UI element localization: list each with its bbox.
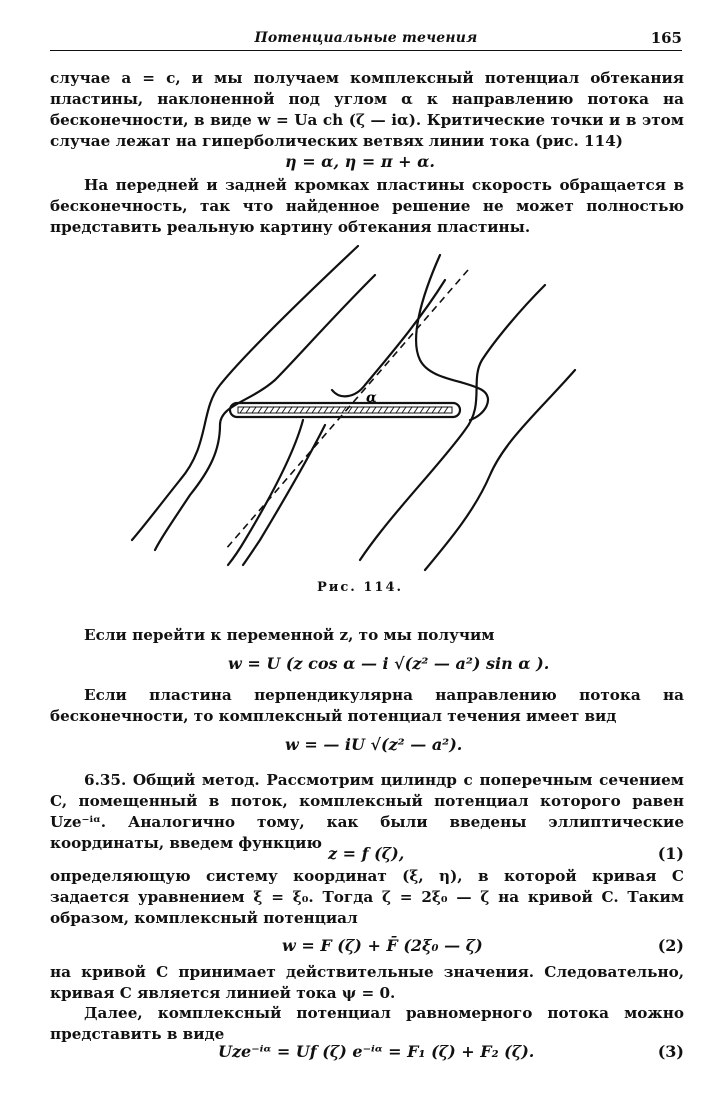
- streamline-lower-branch: [243, 425, 325, 565]
- figure-114-plate-flow: [120, 240, 580, 575]
- general-method-text: Рассмотрим цилиндр с поперечным сечением C, помещенный в поток, комплексный потенциал которого равен Uze⁻ⁱᵅ. Аналогично тому, как были введены эллиптические координаты, введем функцию: [50, 771, 684, 852]
- equation-streamlines: η = α, η = π + α.: [285, 152, 435, 171]
- paragraph-coordinate-system: определяющую систему координат (ξ, η), в которой кривая C задается уравнением ξ = ξ₀. Тогда ζ = 2ξ₀ — ζ на кривой C. Таким образом, комплексный потенциал: [50, 867, 684, 927]
- page-header: [50, 28, 682, 51]
- streamline-right-outer: [425, 370, 575, 570]
- paragraph-real-values: на кривой C принимает действительные значения. Следовательно, кривая C является линией тока ψ = 0.: [50, 963, 684, 1002]
- angle-alpha-label: α: [366, 390, 377, 406]
- streamline-right-upper: [360, 285, 545, 560]
- equation-3-number: (3): [657, 1042, 684, 1061]
- equation-2-number: (2): [657, 936, 684, 955]
- paragraph-edge-velocity: На передней и задней кромках пластины скорость обращается в бесконечность, так что найденное решение не может полностью представить реальную картину обтекания пластины.: [50, 176, 684, 236]
- section-heading-6-35: 6.35. Общий метод.: [84, 771, 260, 789]
- streamline-dividing-lower: [228, 420, 303, 565]
- equation-2: w = F (ζ) + F̄ (2ξ₀ — ζ): [282, 936, 483, 955]
- equation-perpendicular: w = — iU √(z² — a²).: [285, 735, 463, 754]
- equation-w-of-z: w = U (z cos α — i √(z² — a²) sin α ).: [228, 654, 550, 673]
- running-title: Потенциальные течения: [254, 30, 478, 46]
- equation-1-number: (1): [657, 844, 684, 863]
- page-number: 165: [650, 29, 682, 47]
- equation-1: z = f (ζ),: [328, 844, 405, 863]
- paragraph-variable-z: Если перейти к переменной z, то мы получим: [84, 626, 495, 644]
- paragraph-perpendicular-plate: Если пластина перпендикулярна направлению потока на бесконечности, то комплексный потенциал течения имеет вид: [50, 686, 684, 725]
- paragraph-plate-potential: случае a = c, и мы получаем комплексный потенциал обтекания пластины, наклоненной под углом α к направлению потока на бесконечности, в виде w = Ua ch (ζ — iα). Критические точки и в этом случае лежат на гиперболических ветвях линии тока (рис. 114): [50, 69, 684, 150]
- streamline-outer-left: [132, 246, 358, 540]
- paragraph-uniform-flow: Далее, комплексный потенциал равномерного потока можно представить в виде: [50, 1004, 684, 1043]
- flow-direction-dashed-line: [225, 270, 468, 550]
- inclined-plate: [230, 403, 460, 417]
- paragraph-general-method: [50, 770, 684, 854]
- streamline-upper-middle: [332, 280, 445, 396]
- figure-caption: Рис. 114.: [316, 580, 404, 595]
- equation-3: Uze⁻ⁱᵅ = Uf (ζ) e⁻ⁱᵅ = F₁ (ζ) + F₂ (ζ).: [218, 1042, 535, 1061]
